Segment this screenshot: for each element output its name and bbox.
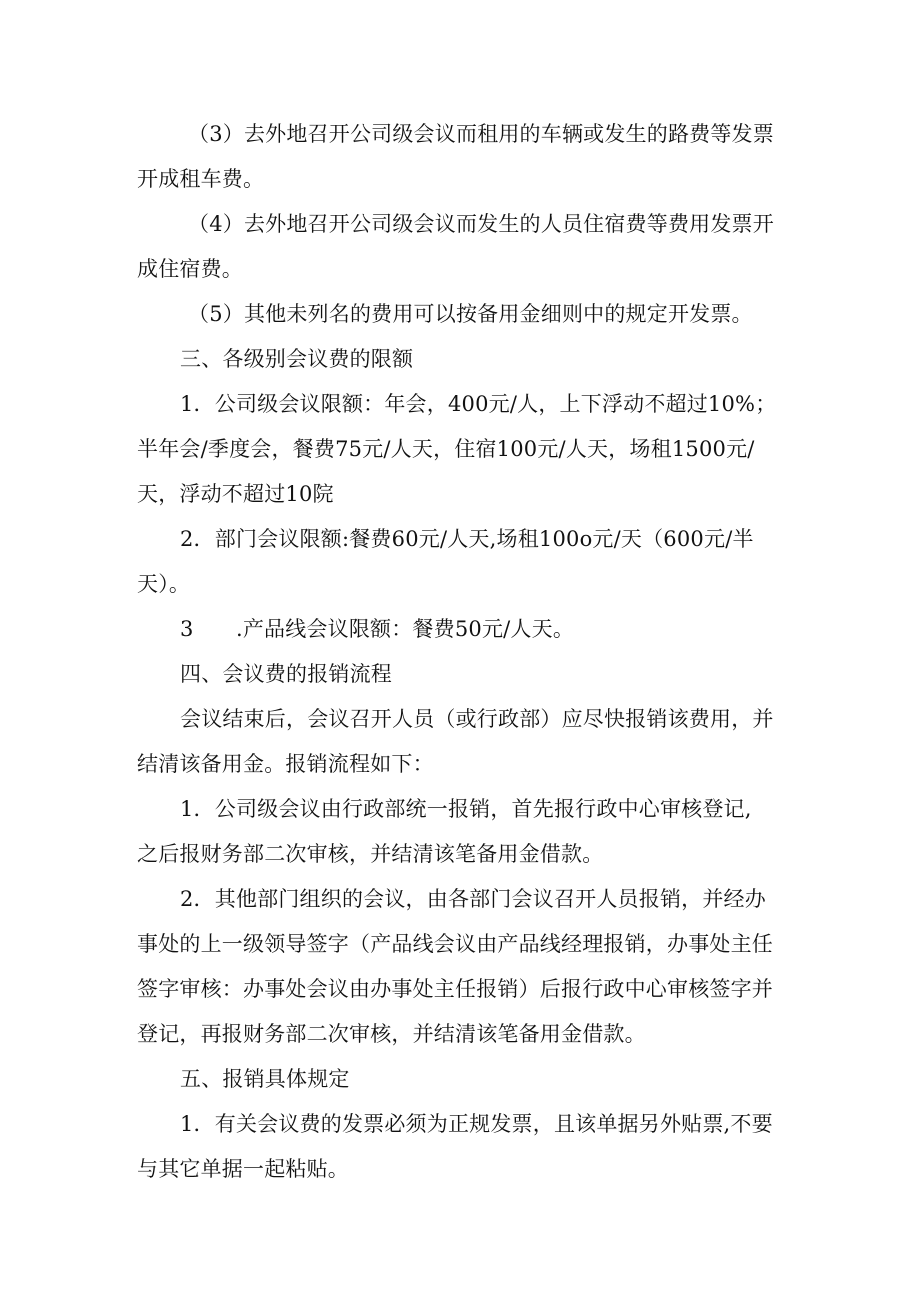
paragraph-item-5: （5）其他未列名的费用可以按备用金细则中的规定开发票。 bbox=[188, 302, 753, 326]
process-item-1-line-2: 之后报财务部二次审核，并结清该笔备用金借款。 bbox=[137, 842, 604, 866]
process-intro-line-2: 结清该备用金。报销流程如下： bbox=[137, 752, 434, 776]
paragraph-item-3-line-1: （3）去外地召开公司级会议而租用的车辆或发生的路费等发票 bbox=[188, 122, 774, 146]
process-item-2-line-1: 2．其他部门组织的会议，由各部门会议召开人员报销，并经办 bbox=[180, 887, 766, 911]
limit-item-1-line-3: 天，浮动不超过10院 bbox=[137, 482, 334, 506]
paragraph-item-4-line-1: （4）去外地召开公司级会议而发生的人员住宿费等费用发票开 bbox=[188, 212, 774, 236]
section-heading-3: 三、各级别会议费的限额 bbox=[180, 347, 414, 371]
process-item-2-line-2: 事处的上一级领导签字（产品线会议由产品线经理报销，办事处主任 bbox=[137, 932, 773, 956]
limit-item-3: 3 .产品线会议限额：餐费50元/人天。 bbox=[180, 617, 575, 641]
limit-item-1-line-1: 1．公司级会议限额：年会，400元/人，上下浮动不超过10%； bbox=[180, 392, 777, 416]
paragraph-item-3-line-2: 开成租车费。 bbox=[137, 167, 265, 191]
section-heading-5: 五、报销具体规定 bbox=[180, 1067, 350, 1091]
process-item-2-line-4: 登记，再报财务部二次审核，并结清该笔备用金借款。 bbox=[137, 1022, 646, 1046]
process-intro-line-1: 会议结束后，会议召开人员（或行政部）应尽快报销该费用，并 bbox=[180, 707, 774, 731]
process-item-2-line-3: 签字审核：办事处会议由办事处主任报销）后报行政中心审核签字并 bbox=[137, 977, 773, 1001]
limit-item-2-line-2: 天）。 bbox=[137, 572, 191, 596]
process-item-1-line-1: 1．公司级会议由行政部统一报销，首先报行政中心审核登记, bbox=[180, 797, 752, 821]
rule-item-1-line-1: 1．有关会议费的发票必须为正规发票，且该单据另外贴票,不要 bbox=[180, 1112, 773, 1136]
limit-item-2-line-1: 2．部门会议限额:餐费60元/人天,场租100o元/天（600元/半 bbox=[180, 527, 754, 551]
section-heading-4: 四、会议费的报销流程 bbox=[180, 662, 392, 686]
paragraph-item-4-line-2: 成住宿费。 bbox=[137, 257, 243, 281]
limit-item-1-line-2: 半年会/季度会，餐费75元/人天，住宿100元/人天，场租1500元/ bbox=[137, 437, 755, 461]
rule-item-1-line-2: 与其它单据一起粘贴。 bbox=[137, 1157, 349, 1181]
